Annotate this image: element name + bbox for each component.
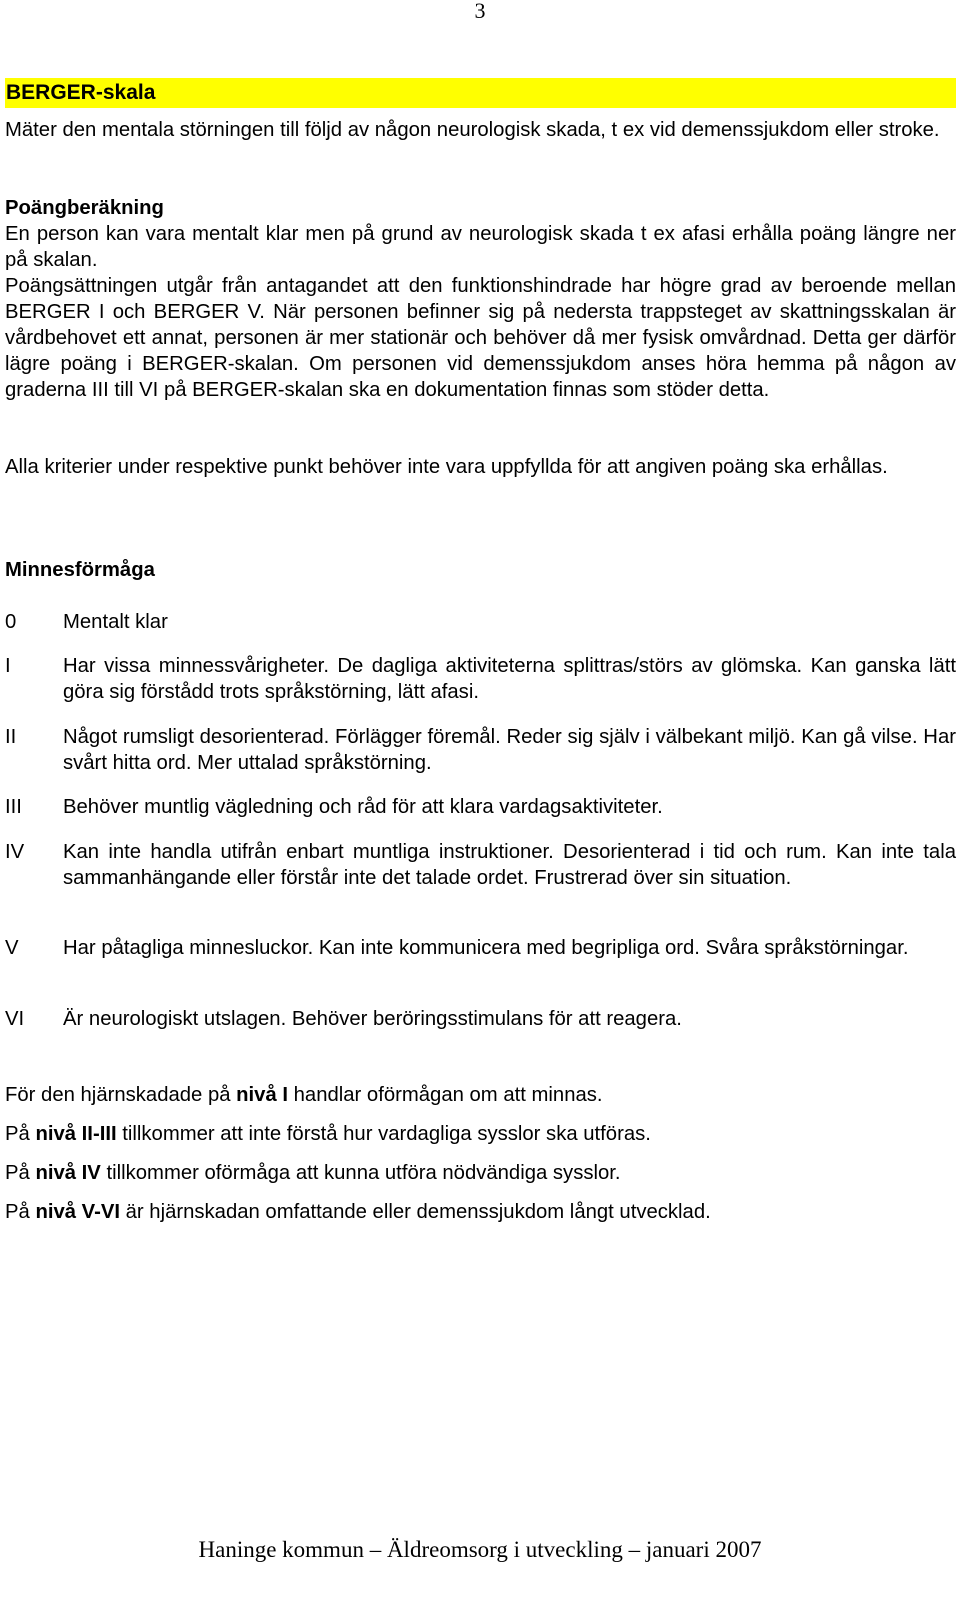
scoring-heading: Poängberäkning [5, 197, 164, 219]
level-description: Mentalt klar [63, 611, 168, 633]
summary-level: nivå II-III [35, 1123, 117, 1145]
summary-text: är hjärnskadan omfattande eller demenssjukdom långt utvecklad. [120, 1201, 711, 1223]
section-title: BERGER-skala [6, 81, 156, 104]
summary-line-2 [5, 1121, 956, 1147]
level-description: Har påtagliga minnesluckor. Kan inte kommunicera med begripliga ord. Svåra språkstörningar. [63, 937, 909, 959]
summary-text: På [5, 1123, 36, 1145]
level-code: VI [5, 1008, 25, 1030]
memory-heading: Minnesförmåga [5, 559, 155, 581]
level-description: Något rumsligt desorienterad. Förlägger föremål. Reder sig själv i välbekant miljö. Kan gå vilse. Har svårt hitta ord. Mer uttalad språkstörning. [63, 726, 956, 774]
page-number: 3 [474, 0, 486, 23]
summary-text: För den hjärnskadade på [5, 1084, 237, 1106]
level-code: 0 [5, 611, 17, 633]
level-code: I [5, 655, 11, 677]
scoring-paragraph-1: En person kan vara mentalt klar men på grund av neurologisk skada t ex afasi erhålla poäng längre ner på skalan. [5, 223, 956, 271]
summary-text: tillkommer att inte förstå hur vardagliga sysslor ska utföras. [116, 1123, 651, 1145]
level-description: Behöver muntlig vägledning och råd för att klara vardagsaktiviteter. [63, 796, 663, 818]
summary-line-3 [5, 1160, 956, 1186]
level-code: IV [5, 841, 25, 863]
page-footer: Haninge kommun – Äldreomsorg i utveckling – januari 2007 [198, 1537, 762, 1562]
summary-line-1 [5, 1082, 956, 1108]
level-code: V [5, 937, 19, 959]
summary-level: nivå V-VI [35, 1201, 120, 1223]
summary-text: På [5, 1162, 36, 1184]
intro-paragraph: Mäter den mentala störningen till följd av någon neurologisk skada, t ex vid demenssjukdom eller stroke. [5, 119, 940, 141]
level-description: Har vissa minnessvårigheter. De dagliga aktiviteterna splittras/störs av glömska. Kan ganska lätt göra sig förstådd trots språkstörning, lätt afasi. [63, 655, 956, 703]
level-description: Är neurologiskt utslagen. Behöver beröringsstimulans för att reagera. [63, 1008, 682, 1030]
section-title-bar [5, 78, 956, 108]
summary-text: handlar oförmågan om att minnas. [288, 1084, 603, 1106]
level-code: II [5, 726, 17, 748]
level-description: Kan inte handla utifrån enbart muntliga instruktioner. Desorienterad i tid och rum. Kan inte tala sammanhängande eller förstår inte det talade ordet. Frustrerad över sin situation. [63, 841, 956, 889]
summary-line-4 [5, 1199, 956, 1225]
summary-text: tillkommer oförmåga att kunna utföra nödvändiga sysslor. [100, 1162, 621, 1184]
summary-level: nivå IV [35, 1162, 101, 1184]
scoring-paragraph-3: Alla kriterier under respektive punkt behöver inte vara uppfyllda för att angiven poäng ska erhållas. [5, 456, 888, 478]
level-code: III [5, 796, 22, 818]
summary-level: nivå I [236, 1084, 288, 1106]
summary-text: På [5, 1201, 36, 1223]
scoring-paragraph-2: Poängsättningen utgår från antagandet att den funktionshindrade har högre grad av beroende mellan BERGER I och BERGER V. När personen befinner sig på nedersta trappsteget av skattningsskalan är vårdbehovet ett annat, personen är mer stationär och behöver då mer fysisk omvårdnad. Detta ger därför lägre poäng i BERGER-skalan. Om personen vid demenssjukdom anses höra hemma på någon av graderna III till VI på BERGER-skalan ska en dokumentation finnas som stöder detta. [5, 275, 956, 401]
